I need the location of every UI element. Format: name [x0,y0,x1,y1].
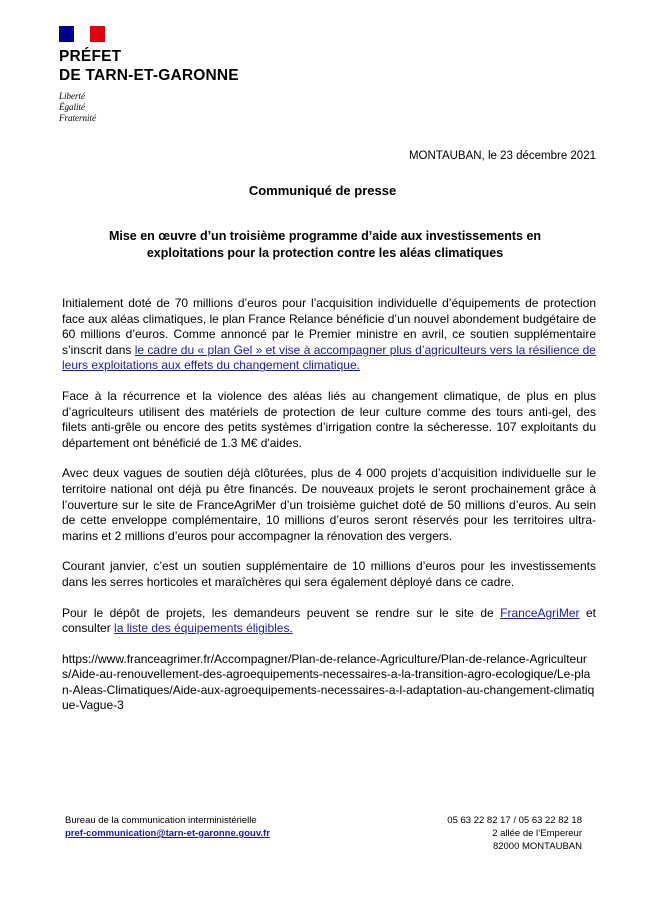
motto-liberte: Liberté [59,91,85,101]
paragraph-3: Avec deux vagues de soutien déjà clôturées, plus de 4 000 projets d’acquisition individuelle sur le territoire national ont déjà pu être financés. De nouveaux projets le seront prochainement grâce à l’ouverture sur le site de FranceAgriMer d’un troisième guichet doté de 50 millions d’euros. Au sein de cette enveloppe complémentaire, 10 millions d’euros seront réservés pour les territoires ultra-marins et 2 millions d’euros pour accompagner la rénovation des vergers. [62,466,596,543]
paragraph-1 [62,296,596,374]
eligible-equipment-list-link[interactable]: la liste des équipements éligibles. [114,621,293,636]
bureau-name: Bureau de la communication interministérielle [65,815,257,826]
contact-email-link[interactable]: pref-communication@tarn-et-garonne.gouv.fr [65,828,270,839]
body-text [62,296,596,729]
motto-fraternite: Fraternité [59,113,96,123]
prefecture-logo [59,26,239,124]
footer-contact-address [447,814,582,853]
motto-egalite: Égalité [59,102,85,112]
paragraph-1-text: Initialement doté de 70 millions d’euros pour l’acquisition individuelle d’équipements de protection face aux aléas climatiques, le plan France Relance bénéficie d’un nouvel abondement budgétaire de 60 millions d’euros. Comme annoncé par le Premier ministre en avril, ce soutien supplémentaire s’inscrit dans [62,296,596,357]
prefet-line-2: DE TARN-ET-GARONNE [59,67,239,84]
republic-motto [59,91,239,124]
paragraph-5-text-2: et consulter [62,605,596,636]
release-date: MONTAUBAN, le 23 décembre 2021 [408,150,596,162]
address-line-1: 2 allée de l’Empereur [492,828,582,839]
plan-gel-link[interactable]: le cadre du « plan Gel » et vise à accompagner plus d’agriculteurs vers la résilience de leurs exploitations aux effets du changement climatique. [62,342,596,373]
paragraph-5-text-1: Pour le dépôt de projets, les demandeurs peuvent se rendre sur le site de [62,605,501,620]
prefecture-name [59,47,239,85]
paragraph-4: Courant janvier, c’est un soutien supplémentaire de 10 millions d’euros pour les investissements dans les serres horticoles et maraîchères qui sera également déployé dans ce cadre. [62,559,596,589]
address-line-2: 82000 MONTAUBAN [492,841,582,852]
document-type-title: Communiqué de presse [248,183,397,198]
franceagrimer-url: https://www.franceagrimer.fr/Accompagner/Plan-de-relance-Agriculture/Plan-de-relance-Agriculteurs/Aide-au-renouvellement-des-agroequipements-necessaires-a-la-transition-agro-ecologique/Le-plan-Aleas-Climatiques/Aide-aux-agroequipements-necessaires-a-l-adaptation-au-changement-climatique-Vague-3 [62,651,595,713]
paragraph-2-department-stat: 107 exploitants du département ont bénéficié de 1.3 M€ d'aides. [62,420,597,450]
french-flag-icon [59,26,105,42]
paragraph-2 [62,389,596,451]
franceagrimer-link[interactable]: FranceAgriMer [500,605,580,620]
phone-numbers: 05 63 22 82 17 / 05 63 22 82 18 [447,815,582,826]
paragraph-2-text: Face à la récurrence et la violence des aléas liés au changement climatique, de plus en plus d’agriculteurs utilisent des matériels de protection de leur culture comme des tours anti-gel, des filets anti-grêle ou encore des petits systèmes d’irrigation contre la sécheresse. [62,388,596,435]
headline: Mise en œuvre d’un troisième programme d’aide aux investissements en exploitations pour la protection contre les aléas climatiques [108,229,542,260]
footer-contact-bureau [65,814,270,840]
paragraph-5 [62,606,596,637]
prefet-line-1: PRÉFET [59,48,122,65]
